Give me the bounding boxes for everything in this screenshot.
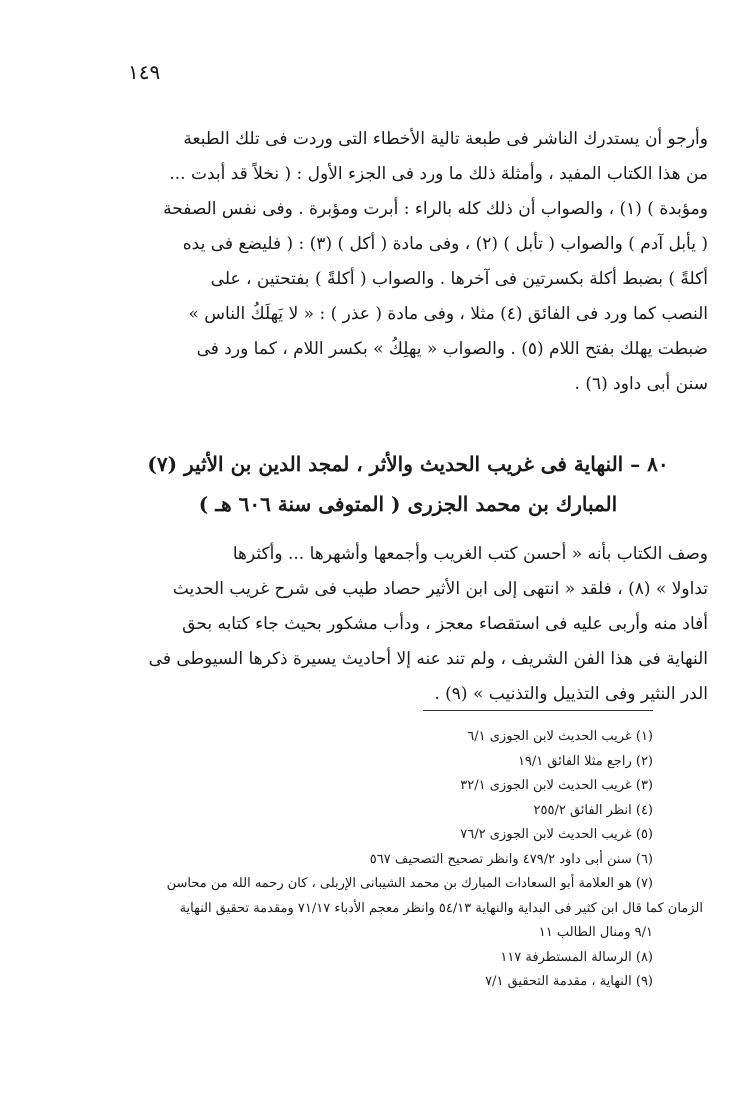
paragraph-errata bbox=[128, 122, 708, 402]
footnote-continuation: الزمان كما قال ابن كثير فى البداية والنهاية ٥٤/١٣ وانظر معجم الأدباء ٧١/١٧ ومقدمة تحقيق النهاية bbox=[179, 900, 703, 916]
text-line: ومؤبدة ) (١) ، والصواب أن ذلك كله بالراء : أبرت ومؤبرة . وفى نفس الصفحة bbox=[163, 199, 708, 219]
footnote: (٢) راجع مثلا الفائق ١٩/١ bbox=[517, 753, 653, 769]
footnote-continuation: ٩/١ ومنال الطالب ١١ bbox=[538, 925, 653, 940]
footnote: (٣) غريب الحديث لابن الجوزى ٣٢/١ bbox=[460, 778, 653, 793]
footnote: (١) غريب الحديث لابن الجوزى ٦/١ bbox=[467, 729, 653, 744]
page-number: ١٤٩ bbox=[128, 60, 161, 84]
text-line: وأرجو أن يستدرك الناشر فى طبعة تالية الأخطاء التى وردت فى تلك الطبعة bbox=[183, 129, 708, 149]
footnote: (٨) الرسالة المستطرفة ١١٧ bbox=[500, 949, 653, 965]
text-line: النهاية فى هذا الفن الشريف ، ولم تند عنه إلا أحاديث يسيرة ذكرها السيوطى فى bbox=[148, 649, 708, 669]
text-line: من هذا الكتاب المفيد ، وأمثلة ذلك ما ورد فى الجزء الأول : ( نخلاً قد أبدت ... bbox=[169, 164, 708, 184]
entry-heading bbox=[108, 444, 708, 524]
text-line: أكلةً ) بضبط أكلة بكسرتين فى آخرها . والصواب ( أكلةً ) بفتحتين ، على bbox=[210, 269, 708, 289]
text-line: ( يأبل آدم ) والصواب ( تأبل ) (٢) ، وفى مادة ( أكل ) (٣) : ( فليضع فى يده bbox=[182, 234, 708, 254]
text-line: الدر النثير وفى التذييل والتذنيب » (٩) . bbox=[434, 684, 708, 704]
footnote: (٤) انظر الفائق ٢٥٥/٢ bbox=[533, 802, 653, 818]
footnote-divider bbox=[423, 710, 653, 711]
entry-heading-line: ٨٠ – النهاية فى غريب الحديث والأثر ، لمجد الدين بن الأثير (٧) bbox=[147, 452, 669, 476]
text-line: سنن أبى داود (٦) . bbox=[574, 374, 708, 394]
footnote: (٦) سنن أبى داود ٤٧٩/٢ وانظر تصحيح التصحيف ٥٦٧ bbox=[369, 851, 653, 867]
text-line: النصب كما ورد فى الفائق (٤) مثلا ، وفى مادة ( عذر ) : « لا يَهلَكُ الناس » bbox=[188, 304, 708, 324]
text-line: ضبطت يهلك بفتح اللام (٥) . والصواب « يهلِكُ » بكسر اللام ، كما ورد فى bbox=[196, 339, 708, 359]
text-line: وصف الكتاب بأنه « أحسن كتب الغريب وأجمعها وأشهرها ... وأكثرها bbox=[232, 544, 708, 564]
text-line: تداولا » (٨) ، فلقد « انتهى إلى ابن الأثير حصاد طيب فى شرح غريب الحديث bbox=[172, 579, 708, 599]
footnote: (٩) النهاية ، مقدمة التحقيق ٧/١ bbox=[485, 974, 653, 989]
footnote: (٥) غريب الحديث لابن الجوزى ٧٦/٢ bbox=[460, 827, 653, 842]
footnote: (٧) هو العلامة أبو السعادات المبارك بن محمد الشيبانى الإربلى ، كان رحمه الله من محاسن bbox=[166, 876, 653, 891]
paragraph-description bbox=[128, 537, 708, 712]
text-line: أفاد منه وأربى عليه فى استقصاء معجز ، ودأب مشكور بحيث جاء كتابه بحق bbox=[182, 614, 708, 634]
entry-heading-line: المبارك بن محمد الجزرى ( المتوفى سنة ٦٠٦ هـ ) bbox=[198, 492, 618, 516]
footnotes bbox=[28, 725, 703, 995]
